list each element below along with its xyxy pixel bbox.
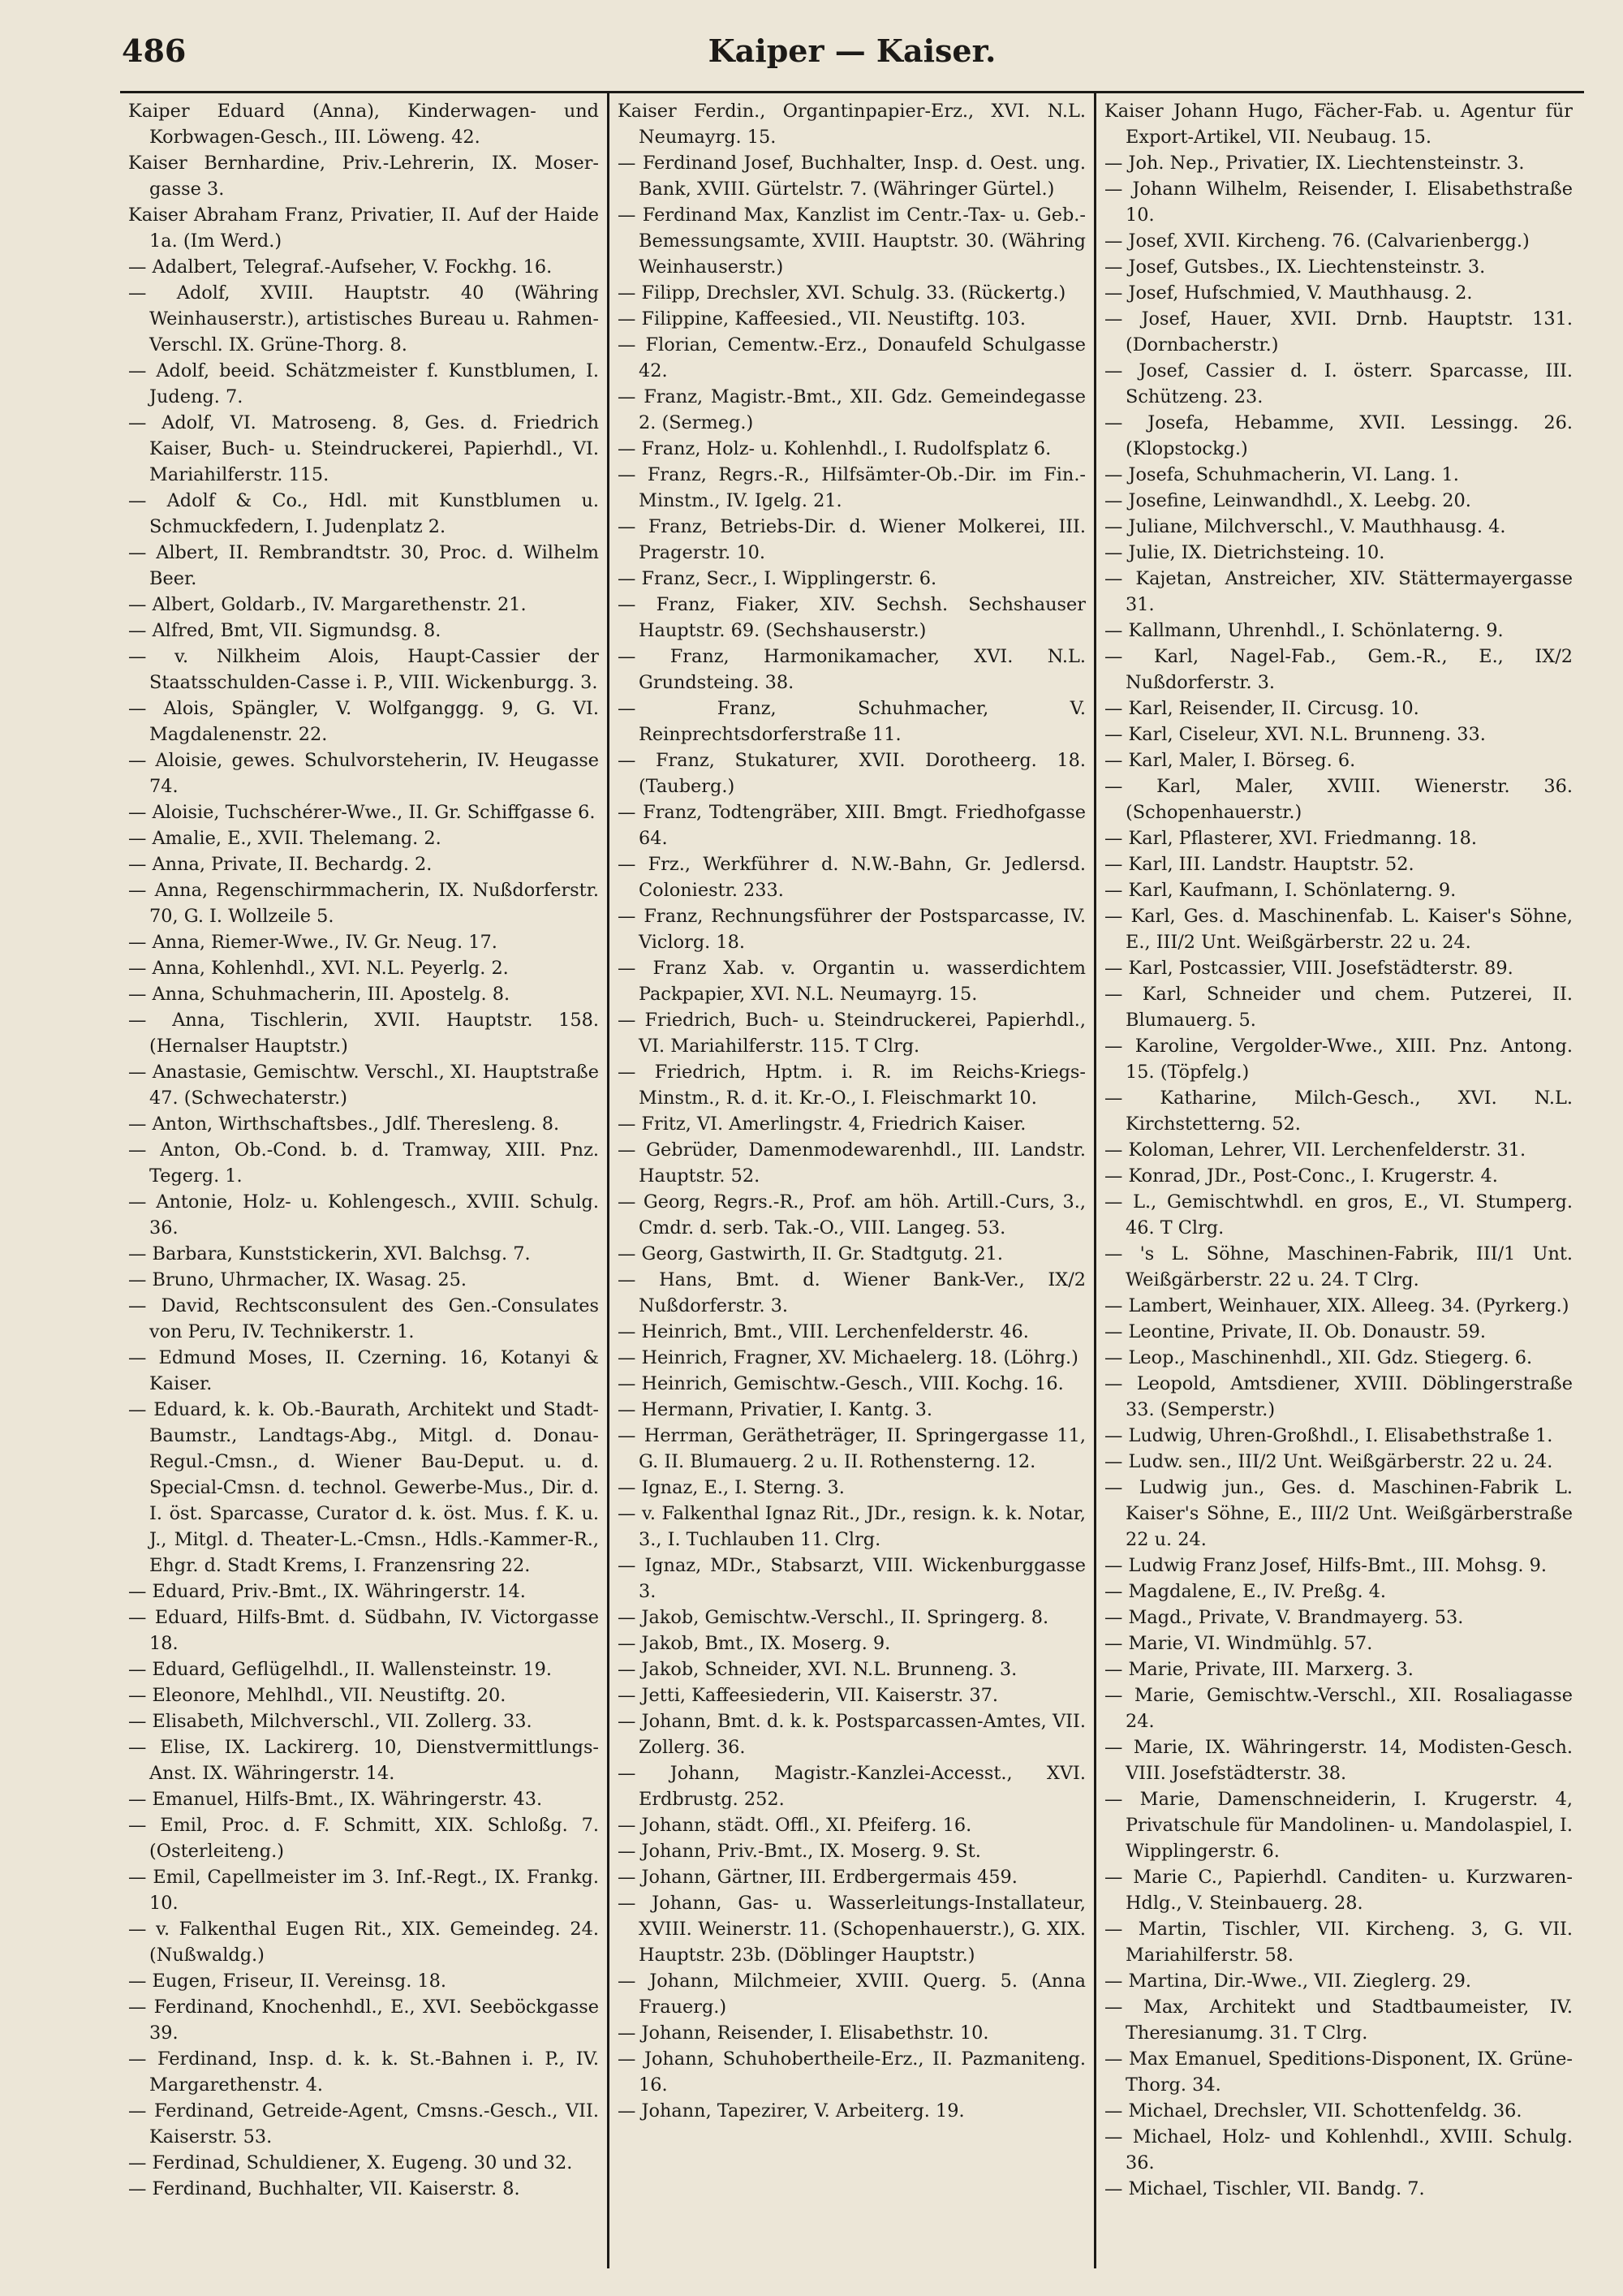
directory-entry: — Karl, Ges. d. Maschinenfab. L. Kaiser's Söhne, E., III/2 Unt. Weißgärberstr. 22 u. 24. (1104, 906, 1573, 953)
directory-entry: — Anton, Ob.-Cond. b. d. Tramway, XIII. Pnz. Tegerg. 1. (128, 1139, 599, 1187)
directory-entry: — v. Nilkheim Alois, Haupt-Cassier der Staatsschulden-Casse i. P., VIII. Wickenburgg. 3. (128, 646, 599, 693)
directory-entry: — Martina, Dir.-Wwe., VII. Zieglerg. 29. (1104, 1971, 1471, 1992)
directory-entry: — Karl, Nagel-Fab., Gem.-R., E., IX/2 Nußdorferstr. 3. (1104, 646, 1573, 693)
directory-entry: — Johann Wilhelm, Reisender, I. Elisabethstraße 10. (1104, 179, 1573, 226)
directory-entry: — Emil, Proc. d. F. Schmitt, XIX. Schloßg. 7. (Osterleitеng.) (128, 1815, 599, 1862)
directory-entry: — Franz, Regrs.-R., Hilfsämter-Ob.-Dir. im Fin.-Minstm., IV. Igelg. 21. (618, 464, 1086, 511)
directory-entry: — Franz Xab. v. Organtin u. wasserdichtem Packpapier, XVI. N.L. Neumayrg. 15. (618, 958, 1086, 1005)
directory-entry: — Franz, Betriebs-Dir. d. Wiener Molkerei, III. Pragerstr. 10. (618, 516, 1086, 563)
directory-entry: — Karl, Reisender, II. Circusg. 10. (1104, 698, 1419, 719)
directory-entry: — Johann, Milchmeier, XVIII. Querg. 5. (Anna Frauerg.) (618, 1971, 1086, 2018)
directory-entry: — Heinrich, Fragner, XV. Michaelerg. 18. (Löhrg.) (618, 1347, 1078, 1368)
directory-entry: — Anastasie, Gemischtw. Verschl., XI. Hauptstraße 47. (Schwechaterstr.) (128, 1062, 599, 1109)
directory-entry: — v. Falkenthal Eugen Rit., XIX. Gemeindeg. 24. (Nußwaldg.) (128, 1919, 599, 1966)
running-head: Kaiper — Kaiser. (708, 32, 997, 69)
page-header (122, 32, 1582, 81)
directory-entry: — Karl, Schneider und chem. Putzerei, II. Blumauerg. 5. (1104, 984, 1573, 1031)
directory-entry: — Josef, Hauer, XVII. Drnb. Hauptstr. 131. (Dornbacherstr.) (1104, 308, 1573, 355)
directory-entry: — Ludwig, Uhren-Großhdl., I. Elisabethstraße 1. (1104, 1425, 1553, 1446)
directory-entry: — Friedrich, Buch- u. Steindruckerei, Papierhdl., VI. Mariahilferstr. 115. T Clrg. (618, 1010, 1086, 1057)
directory-entry: — Jetti, Kaffeesiederin, VII. Kaiserstr. 37. (618, 1685, 998, 1706)
directory-entry: — Franz, Holz- u. Kohlenhdl., I. Rudolfsplatz 6. (618, 438, 1052, 459)
directory-entry: — Josef, Hufschmied, V. Mauthhausg. 2. (1104, 282, 1473, 304)
directory-entry: — Karl, III. Landstr. Hauptstr. 52. (1104, 854, 1414, 875)
directory-entry: Kaiper Eduard (Anna), Kinderwagen- und Korbwagen-Gesch., III. Löweng. 42. (128, 101, 599, 148)
directory-entry: — Katharine, Milch-Gesch., XVI. N.L. Kirchstetterng. 52. (1104, 1088, 1573, 1135)
directory-entry: — Aloisie, Tuchschérer-Wwe., II. Gr. Schiffgasse 6. (128, 802, 596, 823)
directory-entry: — Emanuel, Hilfs-Bmt., IX. Währingerstr. 43. (128, 1789, 543, 1810)
directory-entry: — Eduard, k. k. Ob.-Baurath, Architekt und Stadt-Baumstr., Landtags-Abg., Mitgl. d. Donau-Regul.-Cmsn., d. Wiener Bau-Deput. u. d. Special-Cmsn. d. technol. Gewerbe-Mus., Dir. d. I. öst. Sparcasse, Curator d. k. öst. Mus. f. K. u. J., Mitgl. d. Theater-L.-Cmsn., Hdls.-Kammer-R., Ehgr. d. Stadt Krems, I. Franzensring 22. (128, 1399, 599, 1576)
directory-entry: — Adolf, VI. Matrosеng. 8, Ges. d. Friedrich Kaiser, Buch- u. Steindruckerei, Papierhdl., VI. Mariahilferstr. 115. (128, 412, 599, 485)
directory-entry: Kaiser Bernhardine, Priv.-Lehrerin, IX. Moser-gasse 3. (128, 153, 599, 200)
directory-entry: — Koloman, Lehrer, VII. Lerchenfelderstr. 31. (1104, 1139, 1526, 1161)
directory-entry: — 's L. Söhne, Maschinen-Fabrik, III/1 Unt. Weißgärberstr. 22 u. 24. T Clrg. (1104, 1243, 1573, 1290)
directory-entry: Kaiser Ferdin., Organtinpapier-Erz., XVI. N.L. Neumayrg. 15. (618, 101, 1086, 148)
directory-entry: — David, Rechtsconsulent des Gen.-Consulates von Peru, IV. Technikerstr. 1. (128, 1295, 599, 1342)
directory-entry: — Filippine, Kaffeesied., VII. Neustiftg. 103. (618, 308, 1027, 330)
directory-entry: — Marie, Damenschneiderin, I. Krugerstr. 4, Privatschule für Mandolinen- u. Mandolaspiel, I. Wipplingerstr. 6. (1104, 1789, 1573, 1862)
directory-entry: — Ludwig Franz Josef, Hilfs-Bmt., III. Mohsg. 9. (1104, 1555, 1547, 1576)
directory-entry: — Ferdinand Max, Kanzlist im Centr.-Tax- u. Geb.-Bemessungsamte, XVIII. Hauptstr. 30. (Währing Weinhauserstr.) (618, 205, 1086, 278)
directory-entry: — Marie, Gemischtw.-Verschl., XII. Rosaliagasse 24. (1104, 1685, 1573, 1732)
directory-entry: — Marie, IX. Währingerstr. 14, Modisten-Gesch. VIII. Josefstädterstr. 38. (1104, 1737, 1573, 1784)
directory-entry: — Michael, Holz- und Kohlenhdl., XVIII. Schulg. 36. (1104, 2126, 1573, 2173)
directory-entry: — Franz, Secr., I. Wipplingerstr. 6. (618, 568, 937, 589)
directory-entry: — Hermann, Privatier, I. Kantg. 3. (618, 1399, 932, 1420)
directory-entry: — Kajetan, Anstreicher, XIV. Stättermayergasse 31. (1104, 568, 1573, 615)
directory-entry: — Eduard, Hilfs-Bmt. d. Südbahn, IV. Victorgasse 18. (128, 1607, 599, 1654)
directory-entry: — Elise, IX. Lackirerg. 10, Dienstvermittlungs-Anst. IX. Währingerstr. 14. (128, 1737, 599, 1784)
directory-entry: — Gebrüder, Damenmodewarenhdl., III. Landstr. Hauptstr. 52. (618, 1139, 1086, 1187)
directory-entry: — Barbara, Kunststickerin, XVI. Balchsg. 7. (128, 1243, 531, 1264)
directory-entry: — Anton, Wirthschaftsbes., Jdlf. Thereslеng. 8. (128, 1114, 560, 1135)
directory-entry: — Karl, Maler, I. Börseg. 6. (1104, 750, 1356, 771)
directory-entry: — Florian, Cementw.-Erz., Donaufeld Schulgasse 42. (618, 334, 1086, 381)
directory-entry: — Franz, Todtengräber, XIII. Bmgt. Friedhofgasse 64. (618, 802, 1086, 849)
directory-entry: Kaiser Abraham Franz, Privatier, II. Auf der Haide 1a. (Im Werd.) (128, 205, 599, 252)
directory-entry: — Georg, Gastwirth, II. Gr. Stadtgutg. 21. (618, 1243, 1004, 1264)
directory-entry: — Max, Architekt und Stadtbaumeister, IV. Theresianumg. 31. T Clrg. (1104, 1997, 1573, 2044)
directory-entry: — Fritz, VI. Amerlingstr. 4, Friedrich Kaiser. (618, 1114, 1027, 1135)
directory-entry: — Karoline, Vergolder-Wwe., XIII. Pnz. Antong. 15. (Töpfelg.) (1104, 1036, 1573, 1083)
directory-entry: — Anna, Regenschirmmacherin, IX. Nußdorferstr. 70, G. I. Wollzeile 5. (128, 880, 599, 927)
directory-entry: — Adolf & Co., Hdl. mit Kunstblumen u. Schmuckfedern, I. Judenplatz 2. (128, 490, 599, 537)
column-right (1094, 93, 1581, 2268)
directory-entry: — Josefa, Hebamme, XVII. Lessingg. 26. (Klopstockg.) (1104, 412, 1573, 459)
directory-entry: — Marie C., Papierhdl. Canditen- u. Kurzwaren-Hdlg., V. Steinbauerg. 28. (1104, 1867, 1573, 1914)
directory-entry: — Georg, Regrs.-R., Prof. am höh. Artill.-Curs, 3., Cmdr. d. serb. Tak.-O., VIII. Langeg. 53. (618, 1191, 1086, 1238)
directory-entry: — Alois, Spängler, V. Wolfganggg. 9, G. VI. Magdalenenstr. 22. (128, 698, 599, 745)
directory-entry: — Karl, Ciseleur, XVI. N.L. Brunneng. 33. (1104, 724, 1486, 745)
directory-entry: — Julie, IX. Dietrichsteing. 10. (1104, 542, 1385, 563)
directory-entry: — L., Gemischtwhdl. en gros, E., VI. Stumperg. 46. T Clrg. (1104, 1191, 1573, 1238)
directory-entry: — Anna, Riemer-Wwe., IV. Gr. Neug. 17. (128, 932, 497, 953)
directory-entry: — Joh. Nep., Privatier, IX. Liechtensteinstr. 3. (1104, 153, 1525, 174)
directory-entry: — Leontine, Private, II. Ob. Donaustr. 59. (1104, 1321, 1487, 1342)
directory-entry: — Elisabeth, Milchverschl., VII. Zollerg. 33. (128, 1711, 532, 1732)
directory-entry: — Franz, Magistr.-Bmt., XII. Gdz. Gemeindegasse 2. (Sermeg.) (618, 386, 1086, 433)
directory-entry: — Franz, Fiaker, XIV. Sechsh. Sechshauser Hauptstr. 69. (Sechshauserstr.) (618, 594, 1086, 641)
directory-entry: — Juliane, Milchverschl., V. Mauthhausg. 4. (1104, 516, 1506, 537)
directory-entry: — Jakob, Bmt., IX. Moserg. 9. (618, 1633, 891, 1654)
directory-entry: — Eleonore, Mehlhdl., VII. Neustiftg. 20. (128, 1685, 506, 1706)
directory-entry: — Ludwig jun., Ges. d. Maschinen-Fabrik L. Kaiser's Söhne, E., III/2 Unt. Weißgärberstraße 22 u. 24. (1104, 1477, 1573, 1550)
directory-entry: — Johann, Magistr.-Kanzlei-Accesst., XVI. Erdbrustg. 252. (618, 1763, 1086, 1810)
page-number: 486 (122, 32, 187, 69)
directory-entry: — Konrad, JDr., Post-Conc., I. Krugerstr. 4. (1104, 1165, 1498, 1187)
directory-entry: — Jakob, Schneider, XVI. N.L. Brunneng. 3. (618, 1659, 1018, 1680)
directory-entry: — Hans, Bmt. d. Wiener Bank-Ver., IX/2 Nußdorferstr. 3. (618, 1269, 1086, 1316)
directory-entry: — Franz, Schuhmacher, V. Reinprechtsdorferstraße 11. (618, 698, 1086, 745)
directory-entry: — Eduard, Geflügelhdl., II. Wallensteinstr. 19. (128, 1659, 552, 1680)
directory-entry: — Lambert, Weinhauer, XIX. Alleeg. 34. (Pyrkerg.) (1104, 1295, 1569, 1316)
directory-entry: — Heinrich, Bmt., VIII. Lerchenfelderstr. 46. (618, 1321, 1029, 1342)
directory-entry: — Johann, Gärtner, III. Erdbergermais 459. (618, 1867, 1018, 1888)
directory-entry: — Karl, Maler, XVIII. Wienerstr. 36. (Schopenhauerstr.) (1104, 776, 1573, 823)
directory-entry: — Albert, II. Rembrandtstr. 30, Proc. d. Wilhelm Beer. (128, 542, 599, 589)
directory-entry: — Jakob, Gemischtw.-Verschl., II. Springerg. 8. (618, 1607, 1049, 1628)
directory-entry: — Amalie, E., XVII. Thelemang. 2. (128, 828, 441, 849)
directory-entry: — Ferdinad, Schuldiener, X. Eugeng. 30 und 32. (128, 2152, 573, 2173)
directory-entry: — Magdalene, E., IV. Preßg. 4. (1104, 1581, 1387, 1602)
directory-entry: — Johann, städt. Offl., XI. Pfeiferg. 16. (618, 1815, 972, 1836)
directory-entry: — Kallmann, Uhrenhdl., I. Schönlaterng. 9. (1104, 620, 1504, 641)
directory-entry: — Marie, Private, III. Marxerg. 3. (1104, 1659, 1414, 1680)
directory-entry: — Franz, Rechnungsführer der Postsparcasse, IV. Viclorg. 18. (618, 906, 1086, 953)
directory-entry: — Marie, VI. Windmühlg. 57. (1104, 1633, 1373, 1654)
directory-columns (120, 91, 1584, 2268)
directory-entry: — Max Emanuel, Speditions-Disponent, IX. Grüne-Thorg. 34. (1104, 2048, 1573, 2096)
directory-entry: — Karl, Pflasterer, XVI. Friedmanng. 18. (1104, 828, 1477, 849)
directory-entry: — Johann, Bmt. d. k. k. Postsparcassen-Amtes, VII. Zollerg. 36. (618, 1711, 1086, 1758)
directory-entry: — Josef, Cassier d. I. österr. Sparcasse, III. Schützeng. 23. (1104, 360, 1573, 407)
directory-entry: — Ferdinand, Buchhalter, VII. Kaiserstr. 8. (128, 2178, 520, 2199)
directory-entry: — Filipp, Drechsler, XVI. Schulg. 33. (Rückertg.) (618, 282, 1066, 304)
directory-entry: — Edmund Moses, II. Czerning. 16, Kotanyi & Kaiser. (128, 1347, 599, 1394)
directory-entry: — Bruno, Uhrmacher, IX. Wasag. 25. (128, 1269, 467, 1290)
directory-entry: — Herrman, Geräthеträger, II. Springergasse 11, G. II. Blumauerg. 2 u. II. Rothensterng. 12. (618, 1425, 1086, 1472)
directory-entry: — Anna, Schuhmacherin, III. Apostelg. 8. (128, 984, 510, 1005)
directory-entry: — Johann, Schuhobertheile-Erz., II. Pazmaniteng. 16. (618, 2048, 1086, 2096)
directory-entry: — Anna, Tischlerin, XVII. Hauptstr. 158. (Hernalser Hauptstr.) (128, 1010, 599, 1057)
column-middle (607, 93, 1094, 2268)
directory-entry: Kaiser Johann Hugo, Fächer-Fab. u. Agentur für Export-Artikel, VII. Neubaug. 15. (1104, 101, 1573, 148)
directory-entry: — Albert, Goldarb., IV. Margarethenstr. 21. (128, 594, 527, 615)
directory-entry: — Johann, Priv.-Bmt., IX. Moserg. 9. St. (618, 1841, 981, 1862)
directory-entry: — Karl, Kaufmann, I. Schönlaterng. 9. (1104, 880, 1457, 901)
directory-entry: — Alfred, Bmt, VII. Sigmundsg. 8. (128, 620, 441, 641)
directory-entry: — Eugen, Friseur, II. Vereinsg. 18. (128, 1971, 447, 1992)
directory-entry: — Adalbert, Telegraf.-Aufseher, V. Fockhg. 16. (128, 256, 553, 278)
directory-entry: — Michael, Drechsler, VII. Schottenfeldg. 36. (1104, 2100, 1522, 2122)
directory-entry: — Anna, Private, II. Bechardg. 2. (128, 854, 433, 875)
directory-entry: — Adolf, beeid. Schätzmeister f. Kunstblumen, I. Judeng. 7. (128, 360, 599, 407)
directory-entry: — Leopold, Amtsdiener, XVIII. Döblingerstraße 33. (Semperstr.) (1104, 1373, 1573, 1420)
directory-entry: — Ignaz, E., I. Sterng. 3. (618, 1477, 845, 1498)
directory-entry: — Ferdinand Josef, Buchhalter, Insp. d. Oest. ung. Bank, XVIII. Gürtelstr. 7. (Währinger Gürtel.) (618, 153, 1086, 200)
directory-entry: — Adolf, XVIII. Hauptstr. 40 (Währing Weinhauserstr.), artistisches Bureau u. Rahmen-Verschl. IX. Grüne-Thorg. 8. (128, 282, 599, 355)
directory-entry: — Eduard, Priv.-Bmt., IX. Währingerstr. 14. (128, 1581, 526, 1602)
directory-entry: — v. Falkenthal Ignaz Rit., JDr., resign. k. k. Notar, 3., I. Tuchlauben 11. Clrg. (618, 1503, 1086, 1550)
directory-entry: — Frz., Werkführer d. N.W.-Bahn, Gr. Jedlersd. Coloniestr. 233. (618, 854, 1086, 901)
directory-entry: — Antonie, Holz- u. Kohlengesch., XVIII. Schulg. 36. (128, 1191, 599, 1238)
directory-entry: — Johann, Tapezirer, V. Arbeiterg. 19. (618, 2100, 965, 2122)
directory-entry: — Ludw. sen., III/2 Unt. Weißgärberstr. 22 u. 24. (1104, 1451, 1553, 1472)
directory-entry: — Franz, Stukaturer, XVII. Dorotheerg. 18. (Tauberg.) (618, 750, 1086, 797)
directory-entry: — Josefine, Leinwandhdl., X. Leebg. 20. (1104, 490, 1471, 511)
directory-entry: — Josefa, Schuhmacherin, VI. Lang. 1. (1104, 464, 1459, 485)
directory-entry: — Friedrich, Hptm. i. R. im Reichs-Kriegs-Minstm., R. d. it. Kr.-O., I. Fleischmarkt 10. (618, 1062, 1086, 1109)
directory-entry: — Johann, Reisender, I. Elisabethstr. 10. (618, 2022, 989, 2044)
directory-entry: — Karl, Postcassier, VIII. Josefstädterstr. 89. (1104, 958, 1513, 979)
directory-entry: — Emil, Capellmeister im 3. Inf.-Regt., IX. Frankg. 10. (128, 1867, 599, 1914)
directory-entry: — Heinrich, Gemischtw.-Gesch., VIII. Kochg. 16. (618, 1373, 1064, 1394)
directory-entry: — Ferdinand, Knochenhdl., E., XVI. Seeböckgasse 39. (128, 1997, 599, 2044)
directory-entry: — Josef, Gutsbes., IX. Liechtensteinstr. 3. (1104, 256, 1486, 278)
directory-entry: — Michael, Tischler, VII. Bandg. 7. (1104, 2178, 1425, 2199)
directory-entry: — Leop., Maschinenhdl., XII. Gdz. Stiegerg. 6. (1104, 1347, 1533, 1368)
directory-entry: — Martin, Tischler, VII. Kircheng. 3, G. VII. Mariahilferstr. 58. (1104, 1919, 1573, 1966)
directory-entry: — Franz, Harmonikamacher, XVI. N.L. Grundsteing. 38. (618, 646, 1086, 693)
directory-entry: — Josef, XVII. Kircheng. 76. (Calvarienbergg.) (1104, 230, 1530, 252)
directory-entry: — Ignaz, MDr., Stabsarzt, VIII. Wickenburggasse 3. (618, 1555, 1086, 1602)
directory-entry: — Johann, Gas- u. Wasserleitungs-Installateur, XVIII. Weinerstr. 11. (Schopenhauerstr.), G. XIX. Hauptstr. 23b. (Döblinger Hauptstr.) (618, 1893, 1086, 1966)
directory-entry: — Ferdinand, Insp. d. k. k. St.-Bahnen i. P., IV. Margarethenstr. 4. (128, 2048, 599, 2096)
directory-entry: — Ferdinand, Getreide-Agent, Cmsns.-Gesch., VII. Kaiserstr. 53. (128, 2100, 599, 2147)
directory-entry: — Aloisie, gewes. Schulvorsteherin, IV. Heugasse 74. (128, 750, 599, 797)
directory-entry: — Magd., Private, V. Brandmayerg. 53. (1104, 1607, 1464, 1628)
directory-entry: — Anna, Kohlenhdl., XVI. N.L. Peyerlg. 2. (128, 958, 509, 979)
column-left (120, 93, 607, 2268)
